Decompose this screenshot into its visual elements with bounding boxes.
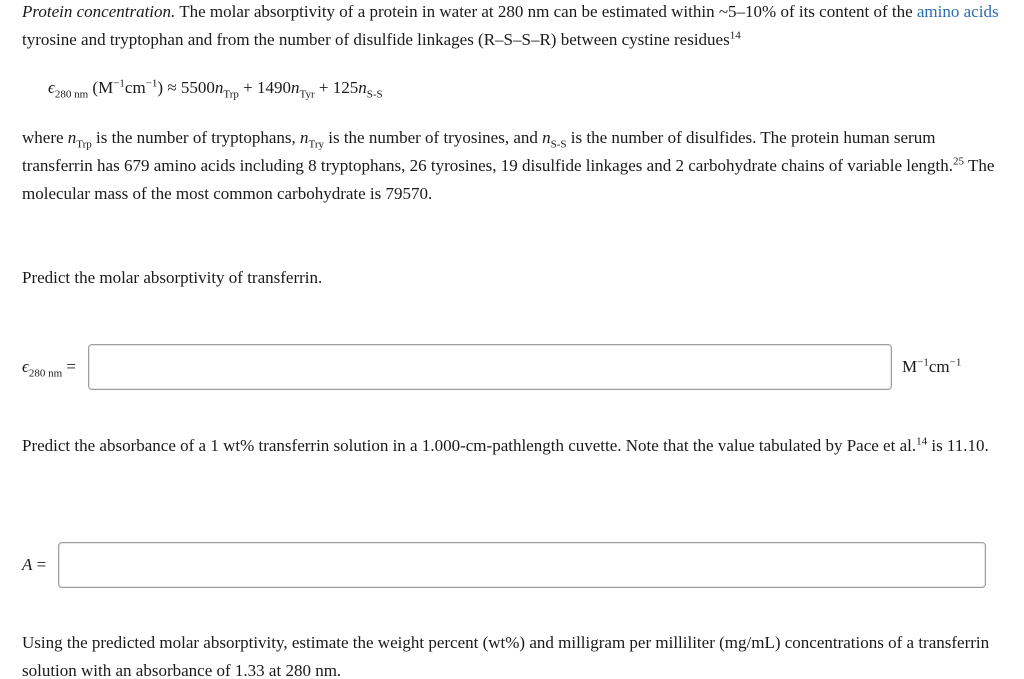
absorbance-label (22, 555, 46, 575)
epsilon-answer-input[interactable] (88, 344, 892, 390)
question-2-prompt (22, 432, 1007, 460)
where-text-2: is the number of tryptophans, (91, 128, 300, 147)
question-3-prompt: Using the predicted molar absorptivity, estimate the weight percent (wt%) and milligram per milliliter (mg/mL) concentrations of a transferrin solution with an absorbance of 1.33 at 280 nm. (22, 633, 990, 679)
units-exp-2: −1 (145, 77, 158, 90)
plus-1: + (238, 78, 258, 97)
problem-title: Protein concentration. (22, 2, 176, 21)
q2-text-a: Predict the absorbance of a 1 wt% transferrin solution in a 1.000-cm-pathlength cuvette. Note that the value tabulated by Pace et al. (22, 436, 917, 455)
answer-row-epsilon (22, 344, 961, 390)
units-exp-1: −1 (113, 77, 125, 90)
unit-m: M (902, 357, 918, 376)
where-paragraph (22, 124, 1007, 208)
absorbance-answer-input[interactable] (58, 542, 986, 588)
where-var-n-1: n (67, 128, 77, 147)
epsilon-label-equals: = (62, 357, 77, 376)
where-sub-1: Trp (76, 138, 92, 151)
unit-cm: cm (928, 357, 950, 376)
coef-trp: 5500 (180, 78, 215, 97)
q2-reference-14: 14 (916, 435, 928, 448)
units-close: ) ≈ (157, 78, 181, 97)
question-1-prompt: Predict the molar absorptivity of transferrin. (22, 268, 323, 287)
where-text-5: The molecular mass of the most common carbohydrate is 79570. (22, 156, 995, 203)
coef-tyr: 1490 (257, 78, 292, 97)
reference-25: 25 (953, 155, 964, 168)
epsilon-symbol: ϵ (48, 78, 55, 97)
var-n-ss: n (358, 78, 367, 97)
where-var-n-3: n (542, 128, 551, 147)
coef-ss: 125 (332, 78, 359, 97)
sub-trp: Trp (223, 88, 239, 101)
var-n-tyr: n (291, 78, 300, 97)
where-sub-3: S-S (550, 138, 567, 151)
reference-14: 14 (729, 29, 741, 42)
where-sub-2: Try (308, 138, 324, 151)
var-n-trp: n (214, 78, 224, 97)
absorptivity-equation (48, 74, 383, 102)
units-cm: cm (124, 78, 146, 97)
epsilon-unit (902, 357, 961, 377)
unit-exp-2: −1 (949, 356, 962, 369)
epsilon-subscript: 280 nm (54, 88, 89, 101)
epsilon-label (22, 357, 77, 380)
epsilon-label-sub: 280 nm (28, 367, 63, 380)
where-var-n-2: n (300, 128, 309, 147)
absorbance-label-var: A (22, 555, 33, 574)
amino-acids-link[interactable]: amino acids (916, 2, 999, 21)
absorbance-label-equals: = (32, 555, 47, 574)
where-text-1: where (22, 128, 68, 147)
plus-2: + (314, 78, 333, 97)
where-text-4: is the number of disulfides. The protein human serum transferrin has 679 amino acids including 8 tryptophans, 26 tyrosines, 19 disulfide linkages and 2 carbohydrate chains of variable length. (22, 128, 953, 175)
intro-text-a: The molar absorptivity of a protein in water at 280 nm can be estimated within ~5–10% of its content of the (175, 2, 917, 21)
epsilon-label-symbol: ϵ (22, 357, 29, 376)
where-text-3: is the number of tryosines, and (324, 128, 543, 147)
intro-paragraph (22, 0, 1007, 54)
intro-text-b: tyrosine and tryptophan and from the number of disulfide linkages (R–S–S–R) between cystine residues (22, 30, 730, 49)
unit-exp-1: −1 (917, 356, 929, 369)
units-open: (M (88, 78, 114, 97)
q2-text-b: is 11.10. (927, 436, 989, 455)
answer-row-absorbance (22, 542, 986, 588)
sub-ss: S-S (366, 88, 383, 101)
sub-tyr: Tyr (299, 88, 315, 101)
